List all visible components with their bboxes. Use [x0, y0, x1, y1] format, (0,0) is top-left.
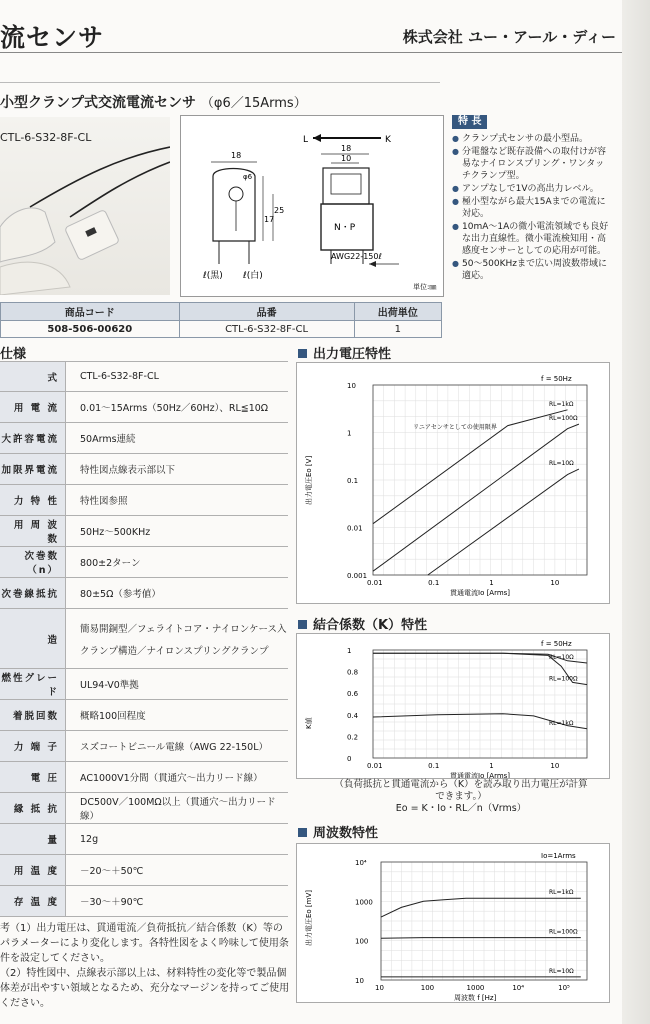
spec-value: 簡易開銅型／フェライトコア・ナイロンケース入: [80, 623, 287, 635]
arrow-l-label: L: [303, 135, 309, 145]
series-label: RL=10Ω: [549, 460, 574, 468]
spec-value: 800±2ターン: [66, 547, 289, 578]
chart-annotation: リニアセンサとしての使用限界: [413, 424, 497, 431]
feature-item: ● 極小型ながら最大15Aまでの電流に対応。: [452, 196, 612, 220]
lead-black-label: ℓ(黒): [203, 271, 223, 281]
part-header: 品番: [179, 303, 354, 321]
x-tick-label: 10: [550, 762, 560, 770]
y-tick-label: 0.01: [347, 524, 363, 533]
spec-label: 着脱回数: [0, 700, 66, 731]
coupling-coefficient-chart: [297, 634, 609, 778]
series-label: RL=100Ω: [549, 928, 578, 936]
output-voltage-chart: [297, 363, 609, 603]
table-row: [0, 824, 288, 855]
table-row: [0, 485, 288, 516]
spec-table: [0, 361, 288, 917]
table-row: [0, 855, 288, 886]
y-tick-label: 0: [347, 755, 352, 763]
spec-value: AC1000V1分間（貫通穴～出力リード線）: [66, 762, 289, 793]
spec-label: 次巻線抵抗: [0, 578, 66, 609]
y-axis-label: 出力電圧Eo [V]: [305, 455, 313, 505]
product-code-table: [0, 302, 442, 338]
y-tick-label: 10: [347, 382, 356, 390]
series-line: [381, 898, 581, 917]
y-tick-label: 0.1: [347, 477, 359, 485]
table-row: [0, 454, 288, 485]
spec-value: 0.01～15Arms（50Hz／60Hz）、RL≦10Ω: [66, 392, 289, 423]
section-divider: [0, 82, 440, 83]
table-row: [0, 669, 288, 700]
feature-item: ● 分電盤など既存設備への取付けが容易なナイロンスプリング・ワンタッチクランプ型。: [452, 146, 612, 182]
note-1: 考（1）出力電圧は、貫通電流／負荷抵抗／結合係数（K）等のパラメーターにより変化します。各特性図をよく吟味して使用条件を設定してください。: [0, 923, 289, 964]
spec-label: 式: [0, 362, 66, 392]
table-row: [0, 731, 288, 762]
series-line: [381, 938, 581, 939]
spec-label: 加限界電流: [0, 454, 66, 485]
ship-unit: 1: [354, 321, 441, 338]
x-tick-label: 10⁵: [558, 984, 570, 992]
page-title: 流センサ: [0, 23, 105, 52]
sensor-illustration: [0, 117, 170, 295]
feature-item: ● 10mA～1Aの微小電流領域でも良好な出力直線性。微小電流検知用・高感度センサーとしての応用が可能。: [452, 221, 612, 257]
x-tick-label: 0.01: [367, 579, 383, 587]
spec-label: 力 端 子: [0, 731, 66, 762]
table-row: [0, 516, 288, 547]
table-row: [0, 392, 288, 423]
spec-label: 大許容電流: [0, 423, 66, 454]
spec-value: クランプ構造／ナイロンスプリングクランプ: [80, 645, 269, 657]
product-code: 508-506-00620: [1, 321, 180, 338]
spec-label: 用 周 波 数: [0, 516, 66, 547]
product-photo: [0, 117, 170, 295]
spec-label: 次巻数（n）: [0, 547, 66, 578]
y-tick-label: 0.2: [347, 733, 359, 742]
spec-value: 50Hz～500KHz: [66, 516, 289, 547]
y-axis-label: K値: [305, 717, 313, 729]
frequency-chart: [297, 844, 609, 1002]
series-line: [373, 424, 579, 571]
y-axis-label: 出力電圧Eo [mV]: [305, 890, 313, 946]
feature-item: ● 50～500KHzまで広い周波数帯域に適応。: [452, 258, 612, 282]
coupling-chart-frame: [296, 633, 610, 779]
spec-label: 量: [0, 824, 66, 855]
table-row: [0, 423, 288, 454]
spec-label: 造: [0, 609, 66, 669]
part-number: CTL-6-S32-8F-CL: [179, 321, 354, 338]
spec-value: DC500V／100MΩ以上（貫通穴～出力リード線）: [66, 793, 289, 824]
table-row: [0, 362, 288, 392]
series-label: RL=1kΩ: [549, 719, 574, 727]
spec-label: 用 電 流: [0, 392, 66, 423]
x-tick-label: 0.01: [367, 762, 383, 770]
table-row: [0, 700, 288, 731]
formula: [332, 779, 590, 815]
spec-heading: 仕様: [0, 347, 27, 362]
legend-note: Io=1Arms: [541, 852, 576, 860]
dim-10: 10: [341, 154, 352, 163]
x-tick-label: 10: [550, 579, 560, 587]
code-header: 商品コード: [1, 303, 180, 321]
company-name: 株式会社 ユー・アール・ディー: [402, 28, 616, 46]
spec-value: －30～＋90℃: [66, 886, 289, 917]
header-divider: [0, 52, 622, 53]
np-label: N・P: [334, 223, 356, 233]
x-tick-label: 1: [489, 762, 494, 770]
arrow-k-label: K: [385, 135, 391, 145]
dim-25: 25: [274, 206, 285, 215]
freq-chart-heading: 周波数特性: [298, 822, 378, 841]
series-label: RL=10Ω: [549, 653, 574, 661]
product-name: 小型クランプ式交流電流センサ: [0, 95, 196, 111]
y-tick-label: 1: [347, 429, 352, 438]
series-label: RL=1kΩ: [549, 400, 574, 408]
legend-note: f = 50Hz: [541, 640, 572, 648]
page-edge: [622, 0, 650, 1024]
spec-value: －20～＋50℃: [66, 855, 289, 886]
notes: [0, 921, 290, 1011]
spec-value: 50Arms連続: [66, 423, 289, 454]
x-tick-label: 0.1: [428, 579, 440, 587]
y-tick-label: 10⁴: [355, 859, 367, 867]
output-chart-heading: 出力電圧特性: [298, 343, 391, 362]
x-tick-label: 100: [420, 984, 435, 992]
dim-phi6: φ6: [243, 173, 253, 181]
x-tick-label: 10: [375, 984, 384, 992]
product-subtitle: （φ6／15Arms）: [200, 96, 307, 111]
features-heading: 特 長: [452, 115, 487, 129]
table-row: [0, 578, 288, 609]
x-tick-label: 1: [489, 579, 494, 587]
series-label: RL=100Ω: [549, 415, 578, 423]
spec-label: 燃性グレード: [0, 669, 66, 700]
series-label: RL=1kΩ: [549, 889, 574, 897]
note-2: （2）特性図中、点線表示部以上は、材料特性の変化等で製品個体差が出やすい領域となるため、充分なマージンを持ってご使用ください。: [0, 968, 290, 1009]
freq-chart-frame: [296, 843, 610, 1003]
table-row: [0, 547, 288, 578]
spec-value-multi: [66, 609, 289, 669]
unit-label: 単位:㎜: [413, 283, 437, 291]
table-row: [0, 793, 288, 824]
legend-note: f = 50Hz: [541, 375, 572, 383]
lead-white-label: ℓ(白): [243, 271, 263, 281]
y-tick-label: 1000: [355, 898, 373, 907]
coupling-chart-heading: 結合係数（K）特性: [298, 614, 427, 633]
spec-value: 特性図点線表示部以下: [66, 454, 289, 485]
spec-label: 存 温 度: [0, 886, 66, 917]
y-tick-label: 100: [355, 937, 369, 946]
spec-value: CTL-6-S32-8F-CL: [66, 362, 289, 392]
table-row: [0, 762, 288, 793]
feature-item: ● アンプなしで1Vの高出力レベル。: [452, 183, 612, 195]
output-chart-frame: [296, 362, 610, 604]
dim-18a: 18: [231, 151, 242, 160]
spec-value: UL94-V0準拠: [66, 669, 289, 700]
spec-value: 12g: [66, 824, 289, 855]
x-axis-label: 貫通電流Io [Arms]: [450, 772, 511, 778]
spec-label: 用 温 度: [0, 855, 66, 886]
formula-equation: Eo = K・Io・RL／n（Vrms）: [395, 803, 527, 814]
dim-17: 17: [264, 215, 275, 224]
x-tick-label: 1000: [466, 984, 485, 992]
table-row: [0, 609, 288, 669]
wire-label: AWG22-150ℓ: [331, 252, 382, 261]
formula-note: （負荷抵抗と貫通電流から（K）を読み取り出力電圧が計算できます。）: [334, 779, 588, 802]
x-axis-label: 貫通電流Io [Arms]: [450, 589, 511, 597]
series-label: RL=100Ω: [549, 675, 578, 683]
x-tick-label: 0.1: [428, 762, 440, 770]
spec-value: スズコートビニール電線（AWG 22-150L）: [66, 731, 289, 762]
spec-value: 80±5Ω（参考値）: [66, 578, 289, 609]
y-tick-label: 10: [355, 977, 364, 985]
dim-18b: 18: [341, 144, 352, 153]
y-tick-label: 1: [347, 647, 352, 655]
dimension-drawing: [180, 115, 444, 297]
spec-value: 概略100回程度: [66, 700, 289, 731]
y-tick-label: 0.8: [347, 668, 359, 677]
unit-header: 出荷単位: [354, 303, 441, 321]
x-tick-label: 10⁴: [512, 984, 525, 992]
product-title: [0, 92, 307, 112]
y-tick-label: 0.6: [347, 690, 359, 699]
photo-model-label: CTL-6-S32-8F-CL: [0, 131, 92, 144]
spec-label: 縁 抵 抗: [0, 793, 66, 824]
spec-label: 電 圧: [0, 762, 66, 793]
table-row: [0, 886, 288, 917]
y-tick-label: 0.4: [347, 711, 359, 720]
spec-value: 特性図参照: [66, 485, 289, 516]
features-panel: [452, 115, 612, 283]
y-tick-label: 0.001: [347, 572, 368, 580]
series-label: RL=10Ω: [549, 967, 574, 975]
feature-item: ● クランプ式センサの最小型品。: [452, 133, 612, 145]
spec-label: 力 特 性: [0, 485, 66, 516]
x-axis-label: 周波数 f [Hz]: [454, 994, 497, 1002]
